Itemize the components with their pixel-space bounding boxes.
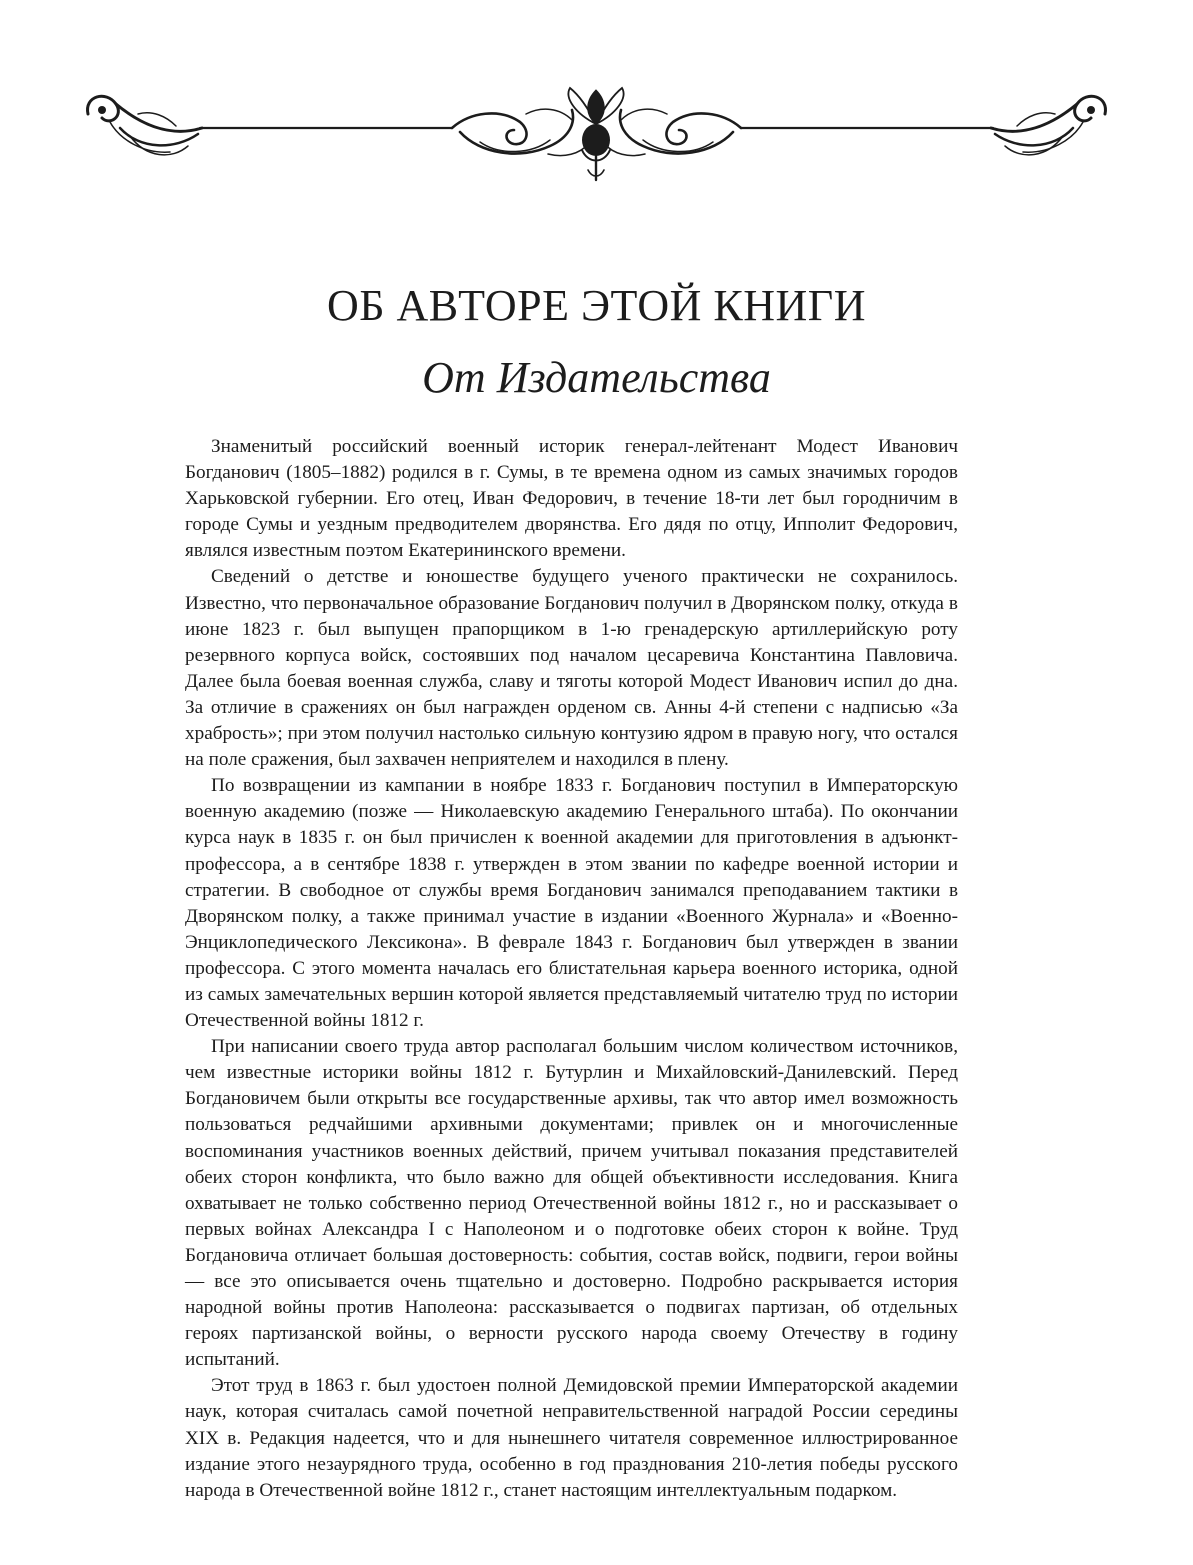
paragraph: Этот труд в 1863 г. был удостоен полной Демидовской премии Императорской академии наук, которая считалась самой почетной неправительственной наградой России середины XIX в. Редакция надеется, что и для нынешнего читателя современное иллюстрированное издание этого незаурядного труда, особенно в год празднования 210-летия победы русского народа в Отечественной войне 1812 г., станет настоящим интеллектуальным подарком. (185, 1375, 958, 1501)
paragraph: По возвращении из кампании в ноябре 1833 г. Богданович поступил в Императорскую военную академию (позже — Николаевскую академию Генерального штаба). По окончании курса наук в 1835 г. он был причислен к военной академии для приготовления в адъюнкт-профессора, а в сентябре 1838 г. утвержден в этом звании по кафедре военной истории и стратегии. В свободное от службы время Богданович занимался преподаванием тактики в Дворянском полку, а также принимал участие в издании «Военного Журнала» и «Военно-Энциклопедического Лексикона». В феврале 1843 г. Богданович был утвержден в звании профессора. С этого момента началась его блистательная карьера военного историка, одной из самых замечательных вершин которой является представляемый читателю труд по истории Отечественной войны 1812 г. (185, 775, 958, 1032)
page-subtitle: От Издательства (422, 353, 771, 402)
paragraph: При написании своего труда автор располагал большим числом количеством источников, чем известные историки войны 1812 г. Бутурлин и Михайловский-Данилевский. Перед Богдановичем были открыты все государственные архивы, так что автор имел возможность пользоваться редчайшими архивными документами; привлек он и многочисленные воспоминания участников военных действий, причем учитывал показания представителей обеих сторон конфликта, что было важно для общей объективности исследования. Книга охватывает не только собственно период Отечественной войны 1812 г., но и рассказывает о первых войнах Александра I с Наполеоном и о подготовке обеих сторон к войне. Труд Богдановича отличает большая достоверность: события, состав войск, подвиги, герои войны — все это описывается очень тщательно и достоверно. Подробно раскрывается история народной войны против Наполеона: рассказывается о подвигах партизан, об отдельных героях партизанской войны, о верности русского народа своему Отечеству в годину испытаний. (185, 1036, 958, 1371)
body-text (185, 434, 958, 1504)
paragraph: Знаменитый российский военный историк генерал-лейтенант Модест Иванович Богданович (1805–1882) родился в г. Сумы, в те времена одном из самых значимых городов Харьковской губернии. Его отец, Иван Федорович, в течение 18-ти лет был городничим в городе Сумы и уездным предводителем дворянства. Его дядя по отцу, Ипполит Федорович, являлся известным поэтом Екатерининского времени. (185, 436, 958, 562)
page-title: ОБ АВТОРЕ ЭТОЙ КНИГИ (326, 281, 866, 330)
paragraph: Сведений о детстве и юношестве будущего ученого практически не сохранилось. Известно, что первоначальное образование Богданович получил в Дворянском полку, откуда в июне 1823 г. был выпущен прапорщиком в 1-ю гренадерскую артиллерийскую роту резервного корпуса войск, состоявших под началом цесаревича Константина Павловича. Далее была боевая военная служба, славу и тяготы которой Модест Иванович испил до дна. За отличие в сражениях он был награжден орденом св. Анны 4-й степени с надписью «За храбрость»; при этом получил настолько сильную контузию ядром в правую ногу, что остался на поле сражения, был захвачен неприятелем и находился в плену. (185, 566, 958, 771)
ornament-icon (80, 84, 1113, 184)
